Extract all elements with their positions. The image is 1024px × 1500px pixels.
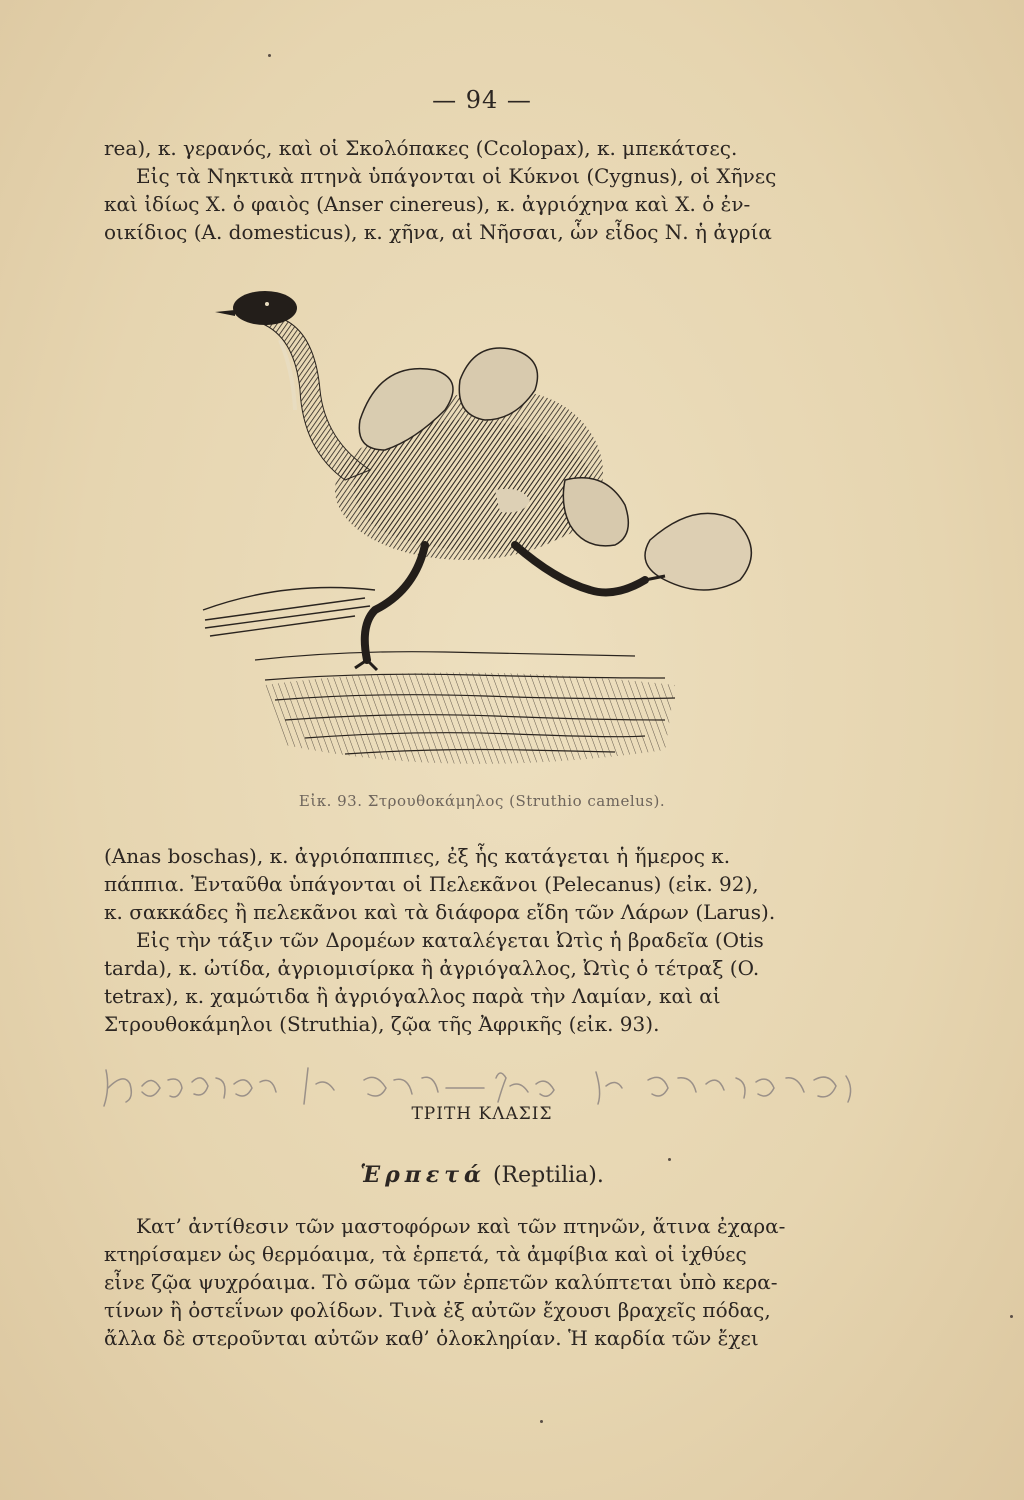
figure-caption: Εἰκ. 93. Στρουθοκάμηλος (Struthio camelus). bbox=[298, 792, 666, 810]
text-line: tarda), κ. ὠτίδα, ἀγριομισίρκα ἢ ἀγριόγαλλος, Ὠτὶς ὁ τέτραξ (O. bbox=[104, 956, 760, 980]
section-title-latin: (Reptilia). bbox=[492, 1163, 604, 1188]
text-line: Εἰς τὰ Νηκτικὰ πτηνὰ ὑπάγονται οἱ Κύκνοι (Cygnus), οἱ Χῆνες bbox=[136, 164, 777, 188]
text-line: Εἰς τὴν τάξιν τῶν Δρομέων καταλέγεται Ὠτὶς ἡ βραδεῖα (Otis bbox=[136, 928, 764, 952]
text-line: rea), κ. γερανός, καὶ οἱ Σκολόπακες (Ccolopax), κ. μπεκάτσες. bbox=[104, 136, 738, 160]
ostrich-engraving-icon bbox=[195, 280, 775, 780]
paragraph-bottom bbox=[104, 1212, 864, 1352]
page-number: — 94 — bbox=[432, 86, 532, 114]
text-line: ἄλλα δὲ στεροῦνται αὐτῶν καθ’ ὁλοκληρίαν. Ἡ καρδία τῶν ἔχει bbox=[104, 1326, 759, 1350]
text-line: (Anas boschas), κ. ἀγριόπαππιες, ἐξ ἧς κατάγεται ἡ ἥμερος κ. bbox=[104, 844, 731, 868]
section-heading bbox=[0, 1162, 964, 1188]
text-line: εἶνε ζῷα ψυχρόαιμα. Τὸ σῶμα τῶν ἑρπετῶν καλύπτεται ὑπὸ κερα- bbox=[104, 1270, 778, 1294]
section-title-greek: Ἑρπετά bbox=[360, 1162, 486, 1188]
text-line: οικίδιος (A. domesticus), κ. χῆνα, αἱ Νῆσσαι, ὧν εἶδος Ν. ἡ ἀγρία bbox=[104, 220, 772, 244]
text-line: καὶ ἰδίως Χ. ὁ φαιὸς (Anser cinereus), κ. ἀγριόχηνα καὶ Χ. ὁ ἐν- bbox=[104, 192, 751, 216]
text-line: tetrax), κ. χαμώτιδα ἢ ἀγριόγαλλος παρὰ τὴν Λαμίαν, καὶ αἱ bbox=[104, 984, 721, 1008]
class-heading: ΤΡΙΤΗ ΚΛΑΣΙΣ bbox=[411, 1104, 553, 1124]
ostrich-illustration bbox=[195, 280, 775, 780]
text-line: τίνων ἢ ὀστεΐνων φολίδων. Τινὰ ἐξ αὐτῶν ἔχουσι βραχεῖς πόδας, bbox=[104, 1298, 771, 1322]
paragraph-middle bbox=[104, 842, 864, 1038]
text-line: πάππια. Ἐνταῦθα ὑπάγονται οἱ Πελεκᾶνοι (Pelecanus) (εἰκ. 92), bbox=[104, 872, 759, 896]
paragraph-top bbox=[104, 134, 864, 246]
text-line: Στρουθοκάμηλοι (Struthia), ζῷα τῆς Ἀφρικῆς (εἰκ. 93). bbox=[104, 1012, 660, 1036]
text-line: Κατ’ ἀντίθεσιν τῶν μαστοφόρων καὶ τῶν πτηνῶν, ἅτινα ἐχαρα- bbox=[136, 1214, 786, 1238]
text-line: κτηρίσαμεν ὡς θερμόαιμα, τὰ ἑρπετά, τὰ ἀμφίβια καὶ οἱ ἰχθύες bbox=[104, 1242, 747, 1266]
text-line: κ. σακκάδες ἢ πελεκᾶνοι καὶ τὰ διάφορα εἴδη τῶν Λάρων (Larus). bbox=[104, 900, 776, 924]
